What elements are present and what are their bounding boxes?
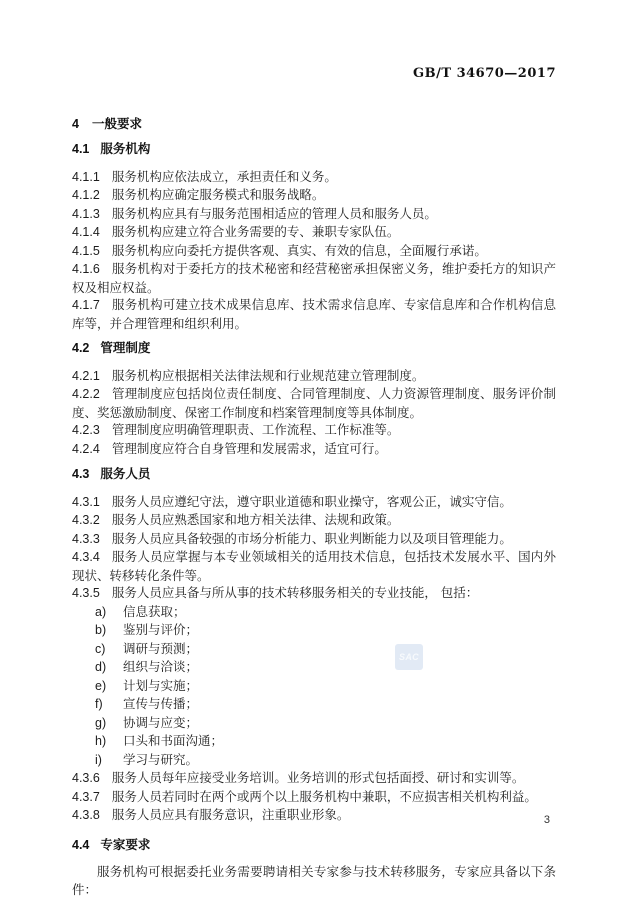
section-number: 4.4 <box>72 837 90 852</box>
list-item-text: 口头和书面沟通； <box>123 733 224 748</box>
section-title: 管理制度 <box>100 341 151 355</box>
clause-text: 服务人员应遵纪守法，遵守职业道德和职业操守，客观公正，诚实守信。 <box>111 493 512 509</box>
clause-4-2-1 <box>72 367 556 386</box>
clause-number: 4.1.2 <box>72 188 100 202</box>
clause-4-3-4 <box>72 548 556 584</box>
clause-4-2-2 <box>72 385 556 421</box>
clause-number: 4.2.4 <box>72 441 100 456</box>
clause-number: 4.1.6 <box>72 262 100 276</box>
clause-number: 4.2.2 <box>72 387 100 401</box>
standard-code-header: GB/T 34670—2017 <box>413 66 556 81</box>
section-number: 4 <box>72 117 79 131</box>
list-item-text: 组织与洽谈； <box>123 659 199 674</box>
page-number: 3 <box>543 814 550 826</box>
clause-text: 服务人员应熟悉国家和地方相关法律、法规和政策。 <box>111 512 400 527</box>
clause-number: 4.3.7 <box>72 789 100 804</box>
section-title: 服务人员 <box>100 467 151 481</box>
clause-number: 4.1.3 <box>72 206 100 221</box>
clause-number: 4.1.1 <box>72 169 100 184</box>
skill-list-item-c <box>72 640 556 659</box>
clause-text: 服务人员应具备较强的市场分析能力、职业判断能力以及项目管理能力。 <box>111 530 512 546</box>
clause-text: 服务机构应确定服务模式和服务战略。 <box>111 187 325 202</box>
clause-number: 4.3.3 <box>72 531 100 546</box>
list-marker: i) <box>95 752 102 767</box>
list-marker: g) <box>95 715 107 730</box>
clause-text: 服务人员应掌握与本专业领域相关的适用技术信息，包括技术发展水平、国内外现状、转移转化条件等。 <box>72 549 556 583</box>
clause-text: 管理制度应包括岗位责任制度、合同管理制度、人力资源管理制度、服务评价制度、奖惩激励制度、保密工作制度和档案管理制度等具体制度。 <box>72 386 556 420</box>
list-item-text: 调研与预测； <box>123 640 199 656</box>
section-4-2-heading <box>72 340 556 358</box>
section-title: 服务机构 <box>100 142 151 156</box>
list-item-text: 鉴别与评价； <box>123 622 199 637</box>
clause-text: 服务机构应依法成立，承担责任和义务。 <box>111 168 337 184</box>
section-4-3-heading <box>72 466 556 484</box>
clause-number: 4.1.5 <box>72 243 100 258</box>
list-marker: a) <box>95 604 107 619</box>
section-number: 4.3 <box>72 467 90 481</box>
skill-list-item-a <box>72 603 556 622</box>
section-title: 一般要求 <box>91 117 142 131</box>
list-marker: c) <box>95 641 106 656</box>
section-4-heading <box>72 115 556 133</box>
clause-text: 服务机构应具有与服务范围相适应的管理人员和服务人员。 <box>111 205 437 221</box>
section-number: 4.1 <box>72 142 90 156</box>
clause-4-3-2 <box>72 511 556 530</box>
clause-text: 服务人员应具备与所从事的技术转移服务相关的专业技能， 包括： <box>111 585 479 600</box>
clause-text: 服务机构应向委托方提供客观、真实、有效的信息，全面履行承诺。 <box>111 242 487 258</box>
clause-4-1-2 <box>72 186 556 205</box>
clause-4-1-3 <box>72 205 556 224</box>
clause-number: 4.3.1 <box>72 494 100 509</box>
clause-number: 4.2.3 <box>72 423 100 437</box>
clause-4-1-1 <box>72 168 556 187</box>
clause-text: 服务人员若同时在两个或两个以上服务机构中兼职，不应损害相关机构利益。 <box>111 788 537 804</box>
clause-number: 4.2.1 <box>72 368 100 383</box>
clause-number: 4.1.7 <box>72 298 100 312</box>
document-body <box>72 115 556 898</box>
skill-list-item-e <box>72 677 556 696</box>
skill-list-item-d <box>72 658 556 677</box>
skill-list-item-f <box>72 695 556 714</box>
clause-text: 服务机构对于委托方的技术秘密和经营秘密承担保密义务，维护委托方的知识产权及相应权益。 <box>72 261 556 295</box>
list-item-text: 宣传与传播； <box>123 696 199 711</box>
section-4-1-heading <box>72 141 556 159</box>
list-item-text: 信息获取； <box>123 603 186 619</box>
list-marker: e) <box>95 678 107 693</box>
clause-number: 4.1.4 <box>72 225 100 239</box>
clause-number: 4.3.6 <box>72 771 100 785</box>
skill-list-item-i <box>72 751 556 770</box>
clause-4-3-3 <box>72 530 556 549</box>
clause-4-2-4 <box>72 440 556 459</box>
section-title: 专家要求 <box>100 837 151 852</box>
clause-number: 4.3.5 <box>72 586 100 600</box>
list-item-text: 协调与应变； <box>123 714 199 730</box>
list-marker: h) <box>95 734 107 748</box>
clause-4-1-5 <box>72 242 556 261</box>
clause-4-3-5 <box>72 584 556 603</box>
list-marker: b) <box>95 623 107 637</box>
list-marker: f) <box>95 697 103 711</box>
list-item-text: 计划与实施； <box>123 677 199 693</box>
skill-list-item-b <box>72 621 556 640</box>
clause-4-2-3 <box>72 421 556 440</box>
clause-number: 4.3.8 <box>72 808 100 822</box>
clause-text: 服务人员应具有服务意识，注重职业形象。 <box>111 807 350 822</box>
clause-4-3-7 <box>72 788 556 807</box>
section-number: 4.2 <box>72 341 90 355</box>
clause-text: 服务机构应建立符合业务需要的专、兼职专家队伍。 <box>111 224 400 239</box>
paragraph-4-4-intro: 服务机构可根据委托业务需要聘请相关专家参与技术转移服务，专家应具备以下条件： <box>72 864 556 897</box>
clause-4-3-6 <box>72 769 556 788</box>
clause-4-3-1 <box>72 493 556 512</box>
clause-text: 服务人员每年应接受业务培训。业务培训的形式包括面授、研讨和实训等。 <box>111 770 525 785</box>
clause-number: 4.3.4 <box>72 550 100 564</box>
clause-text: 服务机构应根据相关法律法规和行业规范建立管理制度。 <box>111 367 425 383</box>
skill-list-item-g <box>72 714 556 733</box>
clause-4-1-6 <box>72 260 556 296</box>
section-4-4-heading <box>72 837 556 855</box>
clause-text: 服务机构可建立技术成果信息库、技术需求信息库、专家信息库和合作机构信息库等，并合理管理和组织利用。 <box>72 297 556 331</box>
clause-number: 4.3.2 <box>72 513 100 527</box>
clause-text: 管理制度应明确管理职责、工作流程、工作标准等。 <box>111 422 400 437</box>
skill-list-item-h <box>72 732 556 751</box>
list-marker: d) <box>95 660 107 674</box>
list-item-text: 学习与研究。 <box>123 751 199 767</box>
sac-watermark: SAC <box>395 644 423 670</box>
clause-text: 管理制度应符合自身管理和发展需求，适宜可行。 <box>111 440 387 456</box>
clause-4-1-7 <box>72 296 556 332</box>
clause-4-1-4 <box>72 223 556 242</box>
clause-4-3-8 <box>72 806 556 825</box>
